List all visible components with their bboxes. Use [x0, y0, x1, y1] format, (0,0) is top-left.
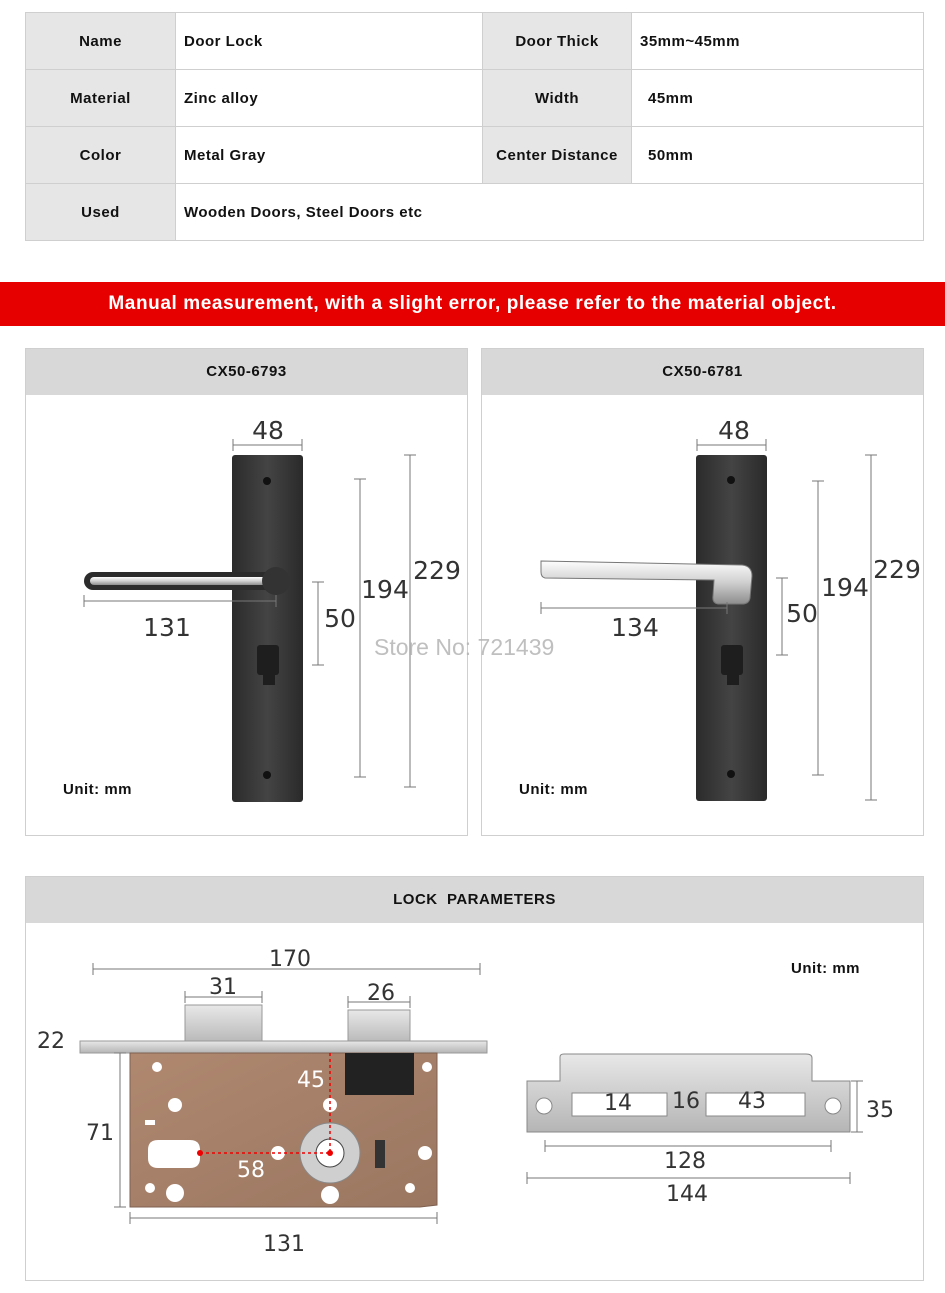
spec-value: Wooden Doors, Steel Doors etc	[176, 184, 924, 241]
spec-key: Color	[26, 127, 176, 184]
bolt-housing	[345, 1053, 414, 1095]
latch-bolt	[185, 1005, 262, 1045]
screw-hole	[536, 1098, 552, 1114]
cylinder-hole	[148, 1140, 200, 1168]
hole	[418, 1146, 432, 1160]
faceplate	[80, 1041, 487, 1053]
hole	[168, 1098, 182, 1112]
spec-value: Zinc alloy	[176, 70, 483, 127]
dim-body-width: 131	[263, 1232, 305, 1257]
hole	[321, 1186, 339, 1204]
spec-key: Name	[26, 13, 176, 70]
dim-total: 170	[269, 947, 311, 972]
hole	[145, 1183, 155, 1193]
dim-inner: 194	[361, 575, 409, 604]
unit-label: Unit: mm	[63, 781, 132, 798]
dim-strike-height: 35	[866, 1098, 894, 1123]
dim-strike-outer: 144	[666, 1182, 708, 1207]
spec-value: 35mm~45mm	[632, 13, 924, 70]
spec-value: 50mm	[632, 127, 924, 184]
spec-key: Material	[26, 70, 176, 127]
dim-strike-inner: 128	[664, 1149, 706, 1174]
dim-width: 48	[252, 416, 284, 445]
hole	[405, 1183, 415, 1193]
unit-label: Unit: mm	[791, 960, 860, 977]
dim-outer: 229	[873, 555, 921, 584]
spec-key: Center Distance	[483, 127, 632, 184]
spec-value: 45mm	[632, 70, 924, 127]
dim-inner: 194	[821, 573, 869, 602]
screw-hole	[825, 1098, 841, 1114]
dim-bolt: 26	[367, 981, 395, 1006]
strike-plate-drawing	[527, 1054, 894, 1207]
hole	[166, 1184, 184, 1202]
dim-strike-c: 43	[738, 1089, 766, 1114]
slot	[145, 1120, 155, 1125]
lock-parameters-title: LOCK PARAMETERS	[26, 877, 923, 923]
dim-strike-a: 14	[604, 1091, 632, 1116]
indicator	[375, 1140, 385, 1168]
dim-strike-b: 16	[672, 1089, 700, 1114]
dim-backset: 45	[297, 1068, 325, 1093]
dim-center: 50	[324, 604, 356, 633]
dim-body-height: 71	[86, 1121, 114, 1146]
store-watermark: Store No: 721439	[374, 634, 555, 660]
dim-lever: 131	[143, 613, 191, 642]
dim-center: 58	[237, 1158, 265, 1183]
dim-face: 22	[37, 1029, 65, 1054]
spec-key: Width	[483, 70, 632, 127]
mortise-lock-drawing	[37, 947, 487, 1257]
spec-value: Metal Gray	[176, 127, 483, 184]
hole	[422, 1062, 432, 1072]
dead-bolt	[348, 1010, 410, 1045]
model-title: CX50-6781	[482, 349, 923, 395]
dim-width: 48	[718, 416, 750, 445]
measurement-banner: Manual measurement, with a slight error, please refer to the material object.	[0, 282, 945, 326]
dim-center: 50	[786, 599, 818, 628]
dim-lever: 134	[611, 613, 659, 642]
hole	[152, 1062, 162, 1072]
spec-key: Door Thick	[483, 13, 632, 70]
spec-value: Door Lock	[176, 13, 483, 70]
unit-label: Unit: mm	[519, 781, 588, 798]
dim-latch: 31	[209, 975, 237, 1000]
spec-key: Used	[26, 184, 176, 241]
dim-outer: 229	[413, 556, 461, 585]
model-title: CX50-6793	[26, 349, 467, 395]
